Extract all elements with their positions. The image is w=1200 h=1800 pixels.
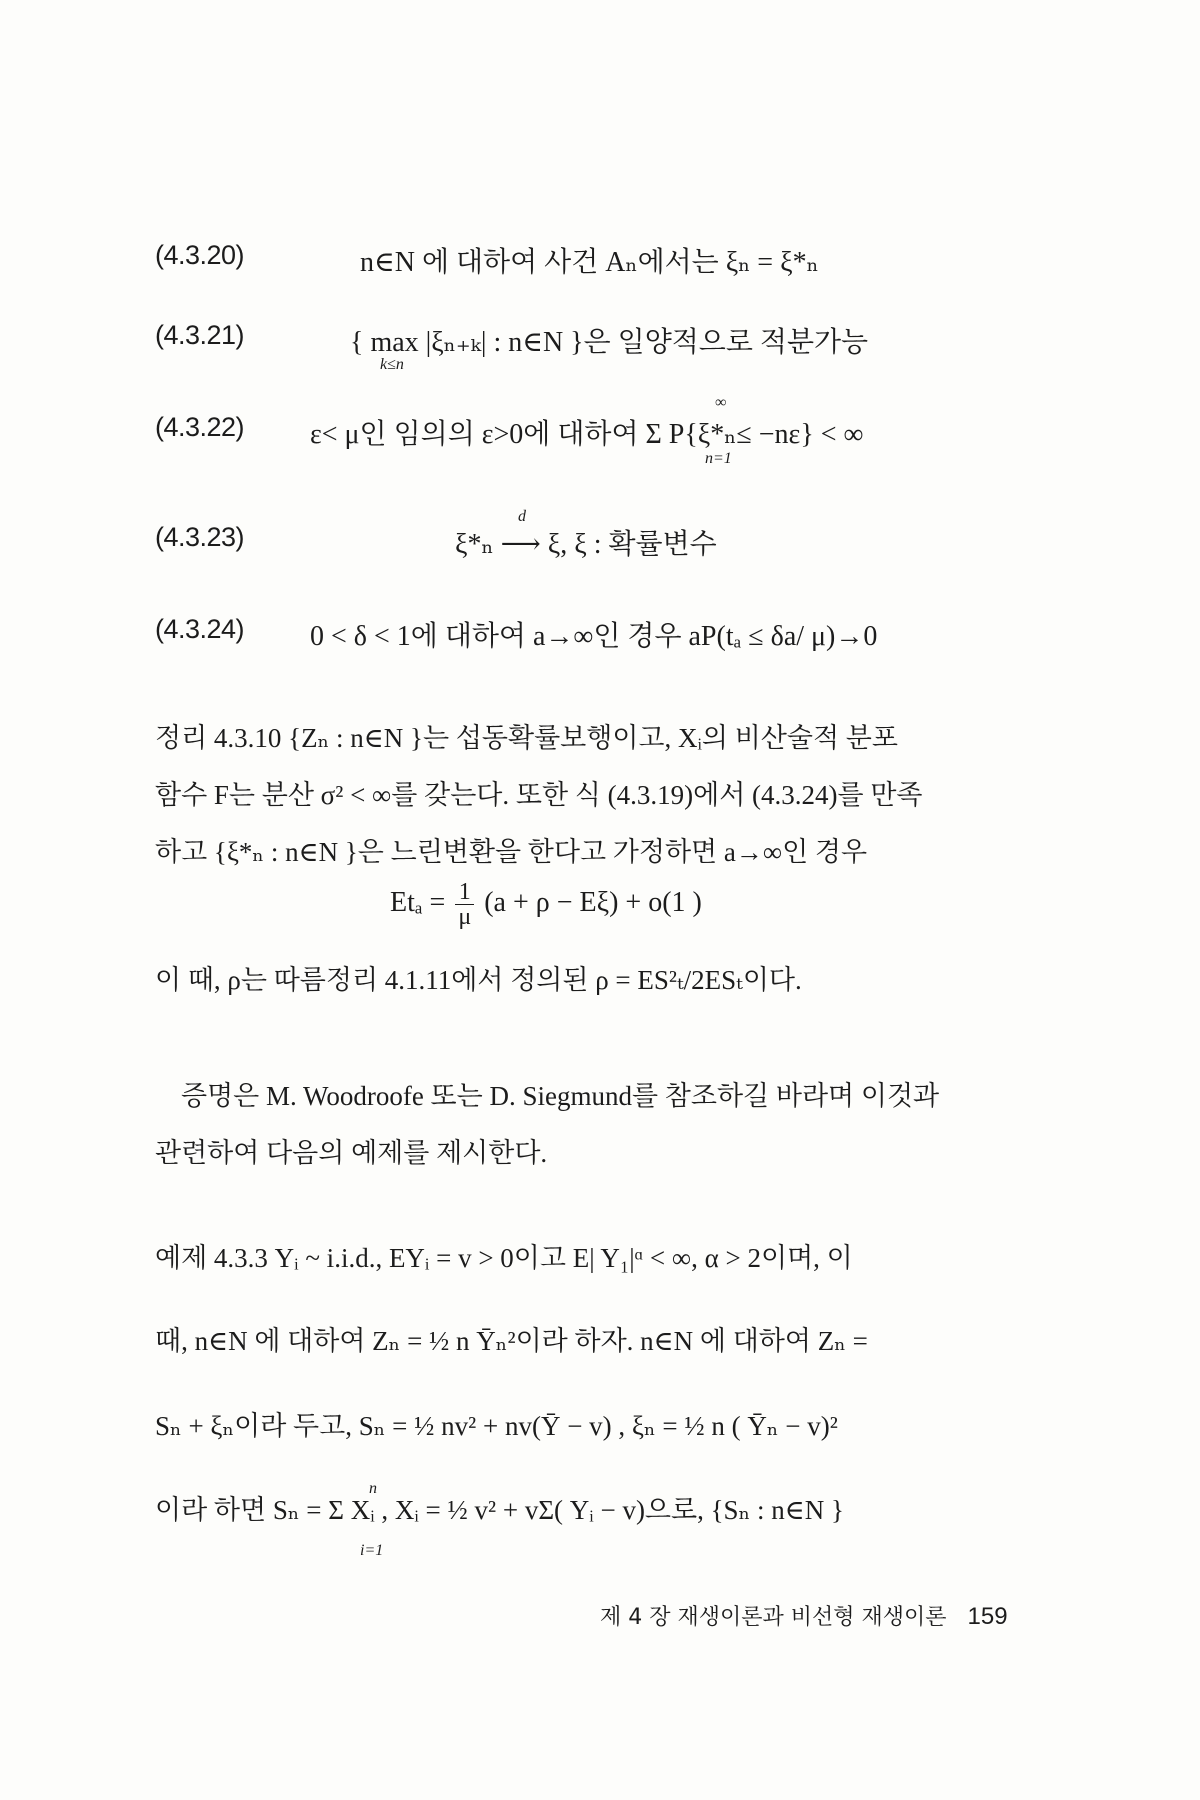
chapter-title: 제 4 장 재생이론과 비선형 재생이론 [600, 1605, 947, 1630]
fraction-numerator: 1 [455, 880, 474, 905]
example-line: 이라 하면 Sₙ = Σ Xᵢ , Xᵢ = ½ v² + vΣ( Yᵢ − v)으로, {Sₙ : n∈N } [155, 1495, 844, 1525]
equation-text: { max |ξₙ₊ₖ| : n∈N }은 일양적으로 적분가능 [350, 327, 869, 358]
fraction [455, 880, 474, 929]
equation-text: ξ*ₙ ⟶ ξ, ξ : 확률변수 [455, 529, 717, 560]
equation-4-3-23 [155, 508, 1055, 582]
equation-label: (4.3.20) [155, 240, 245, 270]
equation-label: (4.3.24) [155, 614, 245, 644]
theorem-line: 정리 4.3.10 {Zₙ : n∈N }는 섭동확률보행이고, Xᵢ의 비산술적 분포 [155, 723, 898, 753]
sum-upper-limit: ∞ [715, 394, 727, 411]
theorem-line: 함수 F는 분산 σ² < ∞를 갖는다. 또한 식 (4.3.19)에서 (4.3.24)를 만족 [155, 780, 923, 810]
proof-note-line: 증명은 M. Woodroofe 또는 D. Siegmund를 참조하길 바라며 이것과 [181, 1081, 940, 1111]
equation-4-3-24 [155, 614, 1055, 674]
equation-label: (4.3.21) [155, 320, 245, 350]
fraction-denominator: μ [458, 904, 472, 930]
equation-text: n∈N 에 대하여 사건 Aₙ에서는 ξₙ = ξ*ₙ [360, 247, 819, 278]
sum-lower-limit: n=1 [705, 450, 732, 467]
example-line: Sₙ + ξₙ이라 두고, Sₙ = ½ nv² + nv(Ȳ − v) , ξₙ = ½ n ( Ȳₙ − v)² [155, 1411, 838, 1441]
equation-text: 0 < δ < 1에 대하여 a→∞인 경우 aP(tₐ ≤ δa/ μ)→0 [310, 621, 878, 652]
page-footer [600, 1600, 1008, 1631]
example-line: 때, n∈N 에 대하여 Zₙ = ½ n Ȳₙ²이라 하자. n∈N 에 대하여 Zₙ = [155, 1326, 868, 1356]
equation-label: (4.3.22) [155, 412, 245, 442]
equation-4-3-21 [155, 320, 1055, 380]
equation-4-3-22 [155, 394, 1055, 472]
equation-4-3-20 [155, 240, 1055, 300]
equation-label: (4.3.23) [155, 522, 245, 552]
theorem-line: 하고 {ξ*ₙ : n∈N }은 느린변환을 한다고 가정하면 a→∞인 경우 [155, 837, 868, 867]
formula-lhs: Etₐ = [390, 886, 446, 918]
equation-text: ε< μ인 임의의 ε>0에 대하여 Σ P{ξ*ₙ≤ −nε} < ∞ [310, 419, 864, 450]
example-line: 예제 4.3.3 Yᵢ ~ i.i.d., EYᵢ = v > 0이고 E| Y₁|ᵅ < ∞, α > 2이며, 이 [155, 1243, 853, 1273]
formula-rhs: (a + ρ − Eξ) + o(1 ) [484, 886, 702, 918]
theorem-remark-line: 이 때, ρ는 따름정리 4.1.11에서 정의된 ρ = ES²ₜ/2ESₜ이다. [155, 965, 802, 995]
page-number: 159 [967, 1603, 1008, 1630]
convergence-arrow-label: d [518, 508, 526, 525]
sum-upper-limit: n [369, 1480, 377, 1497]
max-subscript: k≤n [380, 356, 404, 373]
proof-note-line: 관련하여 다음의 예제를 제시한다. [155, 1138, 548, 1168]
sum-lower-limit: i=1 [360, 1542, 384, 1559]
theorem-formula [390, 880, 702, 929]
